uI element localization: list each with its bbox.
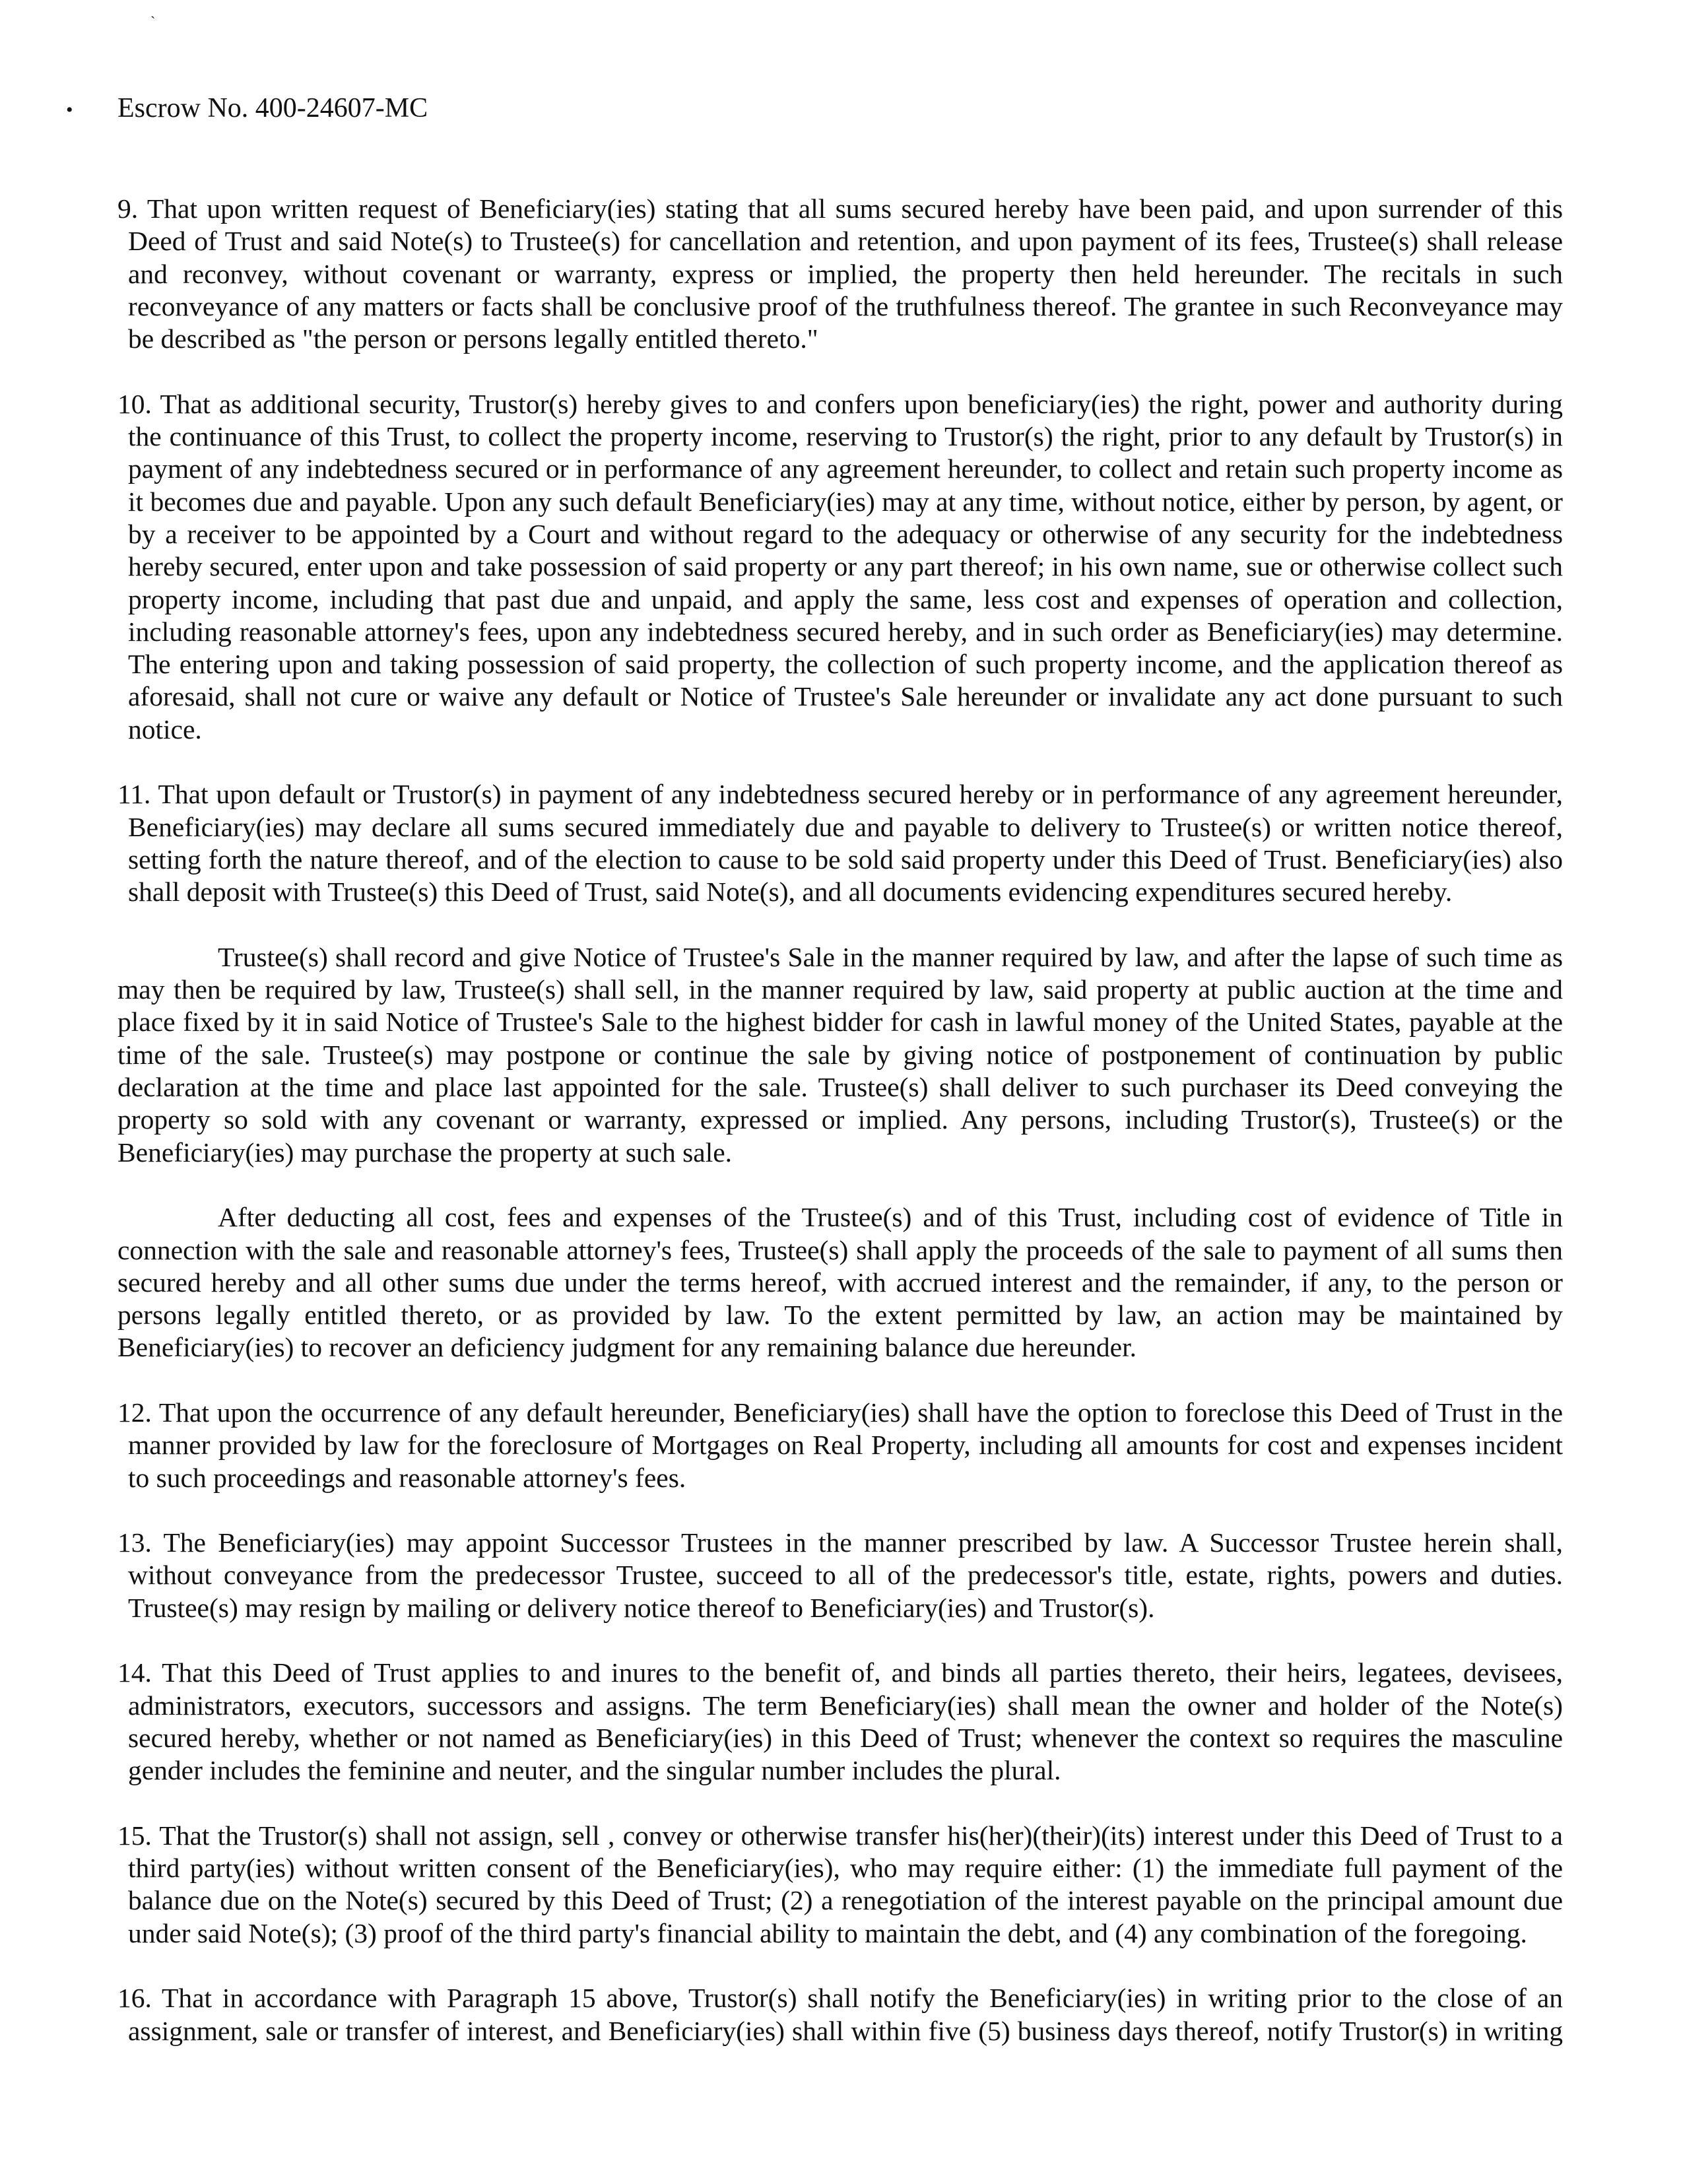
text-line: balance due on the Note(s) secured by this Deed of Trust; (2) a renegotiation of the interest payable on the principal amount due — [128, 1885, 1563, 1916]
text-line: 16. That in accordance with Paragraph 15 above, Trustor(s) shall notify the Beneficiary(ies) in writing prior to the close of an — [117, 1983, 1563, 2014]
text-line: without conveyance from the predecessor Trustee, succeed to all of the predecessor's title, estate, rights, powers and duties. — [128, 1560, 1563, 1591]
text-line: aforesaid, shall not cure or waive any default or Notice of Trustee's Sale hereunder or invalidate any act done pursuant to such — [128, 681, 1563, 712]
text-line: property so sold with any covenant or warranty, expressed or implied. Any persons, including Trustor(s), Trustee(s) or the — [117, 1104, 1563, 1135]
text-line: Beneficiary(ies) may declare all sums secured immediately due and payable to delivery to Trustee(s) or written notice thereof, — [128, 811, 1563, 842]
text-line: Trustee(s) may resign by mailing or delivery notice thereof to Beneficiary(ies) and Trustor(s). — [128, 1592, 1155, 1623]
paragraph — [117, 1527, 1563, 1624]
text-line: 9. That upon written request of Beneficiary(ies) stating that all sums secured hereby have been paid, and upon surrender of this — [117, 193, 1563, 224]
text-line: declaration at the time and place last appointed for the sale. Trustee(s) shall deliver to such purchaser its Deed conveying the — [117, 1072, 1563, 1103]
text-line: secured hereby, whether or not named as Beneficiary(ies) in this Deed of Trust; whenever the context so requires the masculine — [128, 1722, 1563, 1753]
paragraph — [117, 193, 1563, 355]
paragraph — [117, 1657, 1563, 1787]
text-line: the continuance of this Trust, to collect the property income, reserving to Trustor(s) the right, prior to any default by Trustor(s) in — [128, 421, 1563, 452]
text-line: shall deposit with Trustee(s) this Deed of Trust, said Note(s), and all documents evidencing expenditures secured hereby. — [128, 877, 1453, 908]
text-line: setting forth the nature thereof, and of the election to cause to be sold said property under this Deed of Trust. Beneficiary(ies) also — [128, 844, 1563, 875]
text-line: Deed of Trust and said Note(s) to Trustee(s) for cancellation and retention, and upon payment of its fees, Trustee(s) shall release — [128, 226, 1563, 257]
escrow-number: Escrow No. 400-24607-MC — [117, 93, 428, 123]
scan-mark: • — [66, 99, 73, 121]
paragraph — [117, 388, 1563, 746]
text-line: secured hereby and all other sums due under the terms hereof, with accrued interest and the remainder, if any, to the person or — [117, 1267, 1563, 1298]
text-line: 10. That as additional security, Trustor(s) hereby gives to and confers upon beneficiary(ies) the right, power and authority during — [117, 388, 1563, 419]
text-line: 15. That the Trustor(s) shall not assign, sell , convey or otherwise transfer his(her)(their)(its) interest under this Deed of Trust to a — [117, 1820, 1563, 1851]
text-line: under said Note(s); (3) proof of the third party's financial ability to maintain the debt, and (4) any combination of the foregoing. — [128, 1917, 1527, 1948]
text-line: administrators, executors, successors and assigns. The term Beneficiary(ies) shall mean the owner and holder of the Note(s) — [128, 1690, 1563, 1721]
paragraph — [117, 778, 1563, 908]
paragraph — [117, 941, 1563, 1169]
text-line: persons legally entitled thereto, or as provided by law. To the extent permitted by law, an action may be maintained by — [117, 1300, 1563, 1331]
text-line: 13. The Beneficiary(ies) may appoint Successor Trustees in the manner prescribed by law. A Successor Trustee herein shall, — [117, 1527, 1563, 1558]
text-line: may then be required by law, Trustee(s) shall sell, in the manner required by law, said property at public auction at the time and — [117, 974, 1563, 1005]
text-line: hereby secured, enter upon and take possession of said property or any part thereof; in his own name, sue or otherwise collect such — [128, 551, 1563, 582]
text-line: Beneficiary(ies) may purchase the property at such sale. — [117, 1137, 733, 1168]
paragraph — [117, 1820, 1563, 1950]
text-line: including reasonable attorney's fees, upon any indebtedness secured hereby, and in such order as Beneficiary(ies) may determine. — [128, 616, 1563, 647]
text-line: notice. — [128, 713, 202, 745]
document-body — [117, 193, 1563, 2080]
text-line: property income, including that past due and unpaid, and apply the same, less cost and expenses of operation and collection, — [128, 583, 1563, 614]
text-line: by a receiver to be appointed by a Court and without regard to the adequacy or otherwise of any security for the indebtedness — [128, 518, 1563, 549]
text-line: assignment, sale or transfer of interest, and Beneficiary(ies) shall within five (5) business days thereof, notify Trustor(s) in writing — [128, 2015, 1563, 2046]
text-line: payment of any indebtedness secured or in performance of any agreement hereunder, to collect and retain such property income as — [128, 453, 1563, 484]
text-line: connection with the sale and reasonable attorney's fees, Trustee(s) shall apply the proceeds of the sale to payment of all sums then — [117, 1234, 1563, 1265]
paragraph — [117, 1397, 1563, 1494]
text-line: Trustee(s) shall record and give Notice of Trustee's Sale in the manner required by law, and after the lapse of such time as — [218, 941, 1563, 972]
text-line: 14. That this Deed of Trust applies to and inures to the benefit of, and binds all parties thereto, their heirs, legatees, devisees, — [117, 1657, 1563, 1688]
text-line: it becomes due and payable. Upon any such default Beneficiary(ies) may at any time, without notice, either by person, by agent, or — [128, 486, 1563, 517]
text-line: to such proceedings and reasonable attorney's fees. — [128, 1462, 686, 1493]
text-line: reconveyance of any matters or facts shall be conclusive proof of the truthfulness thereof. The grantee in such Reconveyance may — [128, 290, 1563, 321]
text-line: manner provided by law for the foreclosure of Mortgages on Real Property, including all amounts for cost and expenses incident — [128, 1430, 1563, 1461]
text-line: time of the sale. Trustee(s) may postpone or continue the sale by giving notice of postponement of continuation by public — [117, 1039, 1563, 1070]
scan-mark: ` — [150, 13, 156, 30]
text-line: third party(ies) without written consent of the Beneficiary(ies), who may require either: (1) the immediate full payment of the — [128, 1853, 1563, 1884]
text-line: After deducting all cost, fees and expenses of the Trustee(s) and of this Trust, including cost of evidence of Title in — [218, 1202, 1563, 1233]
text-line: 11. That upon default or Trustor(s) in payment of any indebtedness secured hereby or in performance of any agreement hereunder, — [117, 779, 1563, 810]
text-line: place fixed by it in said Notice of Trustee's Sale to the highest bidder for cash in lawful money of the United States, payable at the — [117, 1007, 1563, 1038]
text-line: 12. That upon the occurrence of any default hereunder, Beneficiary(ies) shall have the option to foreclose this Deed of Trust in the — [117, 1397, 1563, 1428]
text-line: be described as "the person or persons legally entitled thereto." — [128, 323, 818, 354]
paragraph — [117, 1982, 1563, 2047]
text-line: The entering upon and taking possession of said property, the collection of such property income, and the application thereof as — [128, 649, 1563, 680]
text-line: and reconvey, without covenant or warranty, express or implied, the property then held hereunder. The recitals in such — [128, 258, 1563, 289]
paragraph — [117, 1201, 1563, 1364]
text-line: Beneficiary(ies) to recover an deficiency judgment for any remaining balance due hereunder. — [117, 1332, 1137, 1363]
text-line: gender includes the feminine and neuter, and the singular number includes the plural. — [128, 1755, 1061, 1786]
